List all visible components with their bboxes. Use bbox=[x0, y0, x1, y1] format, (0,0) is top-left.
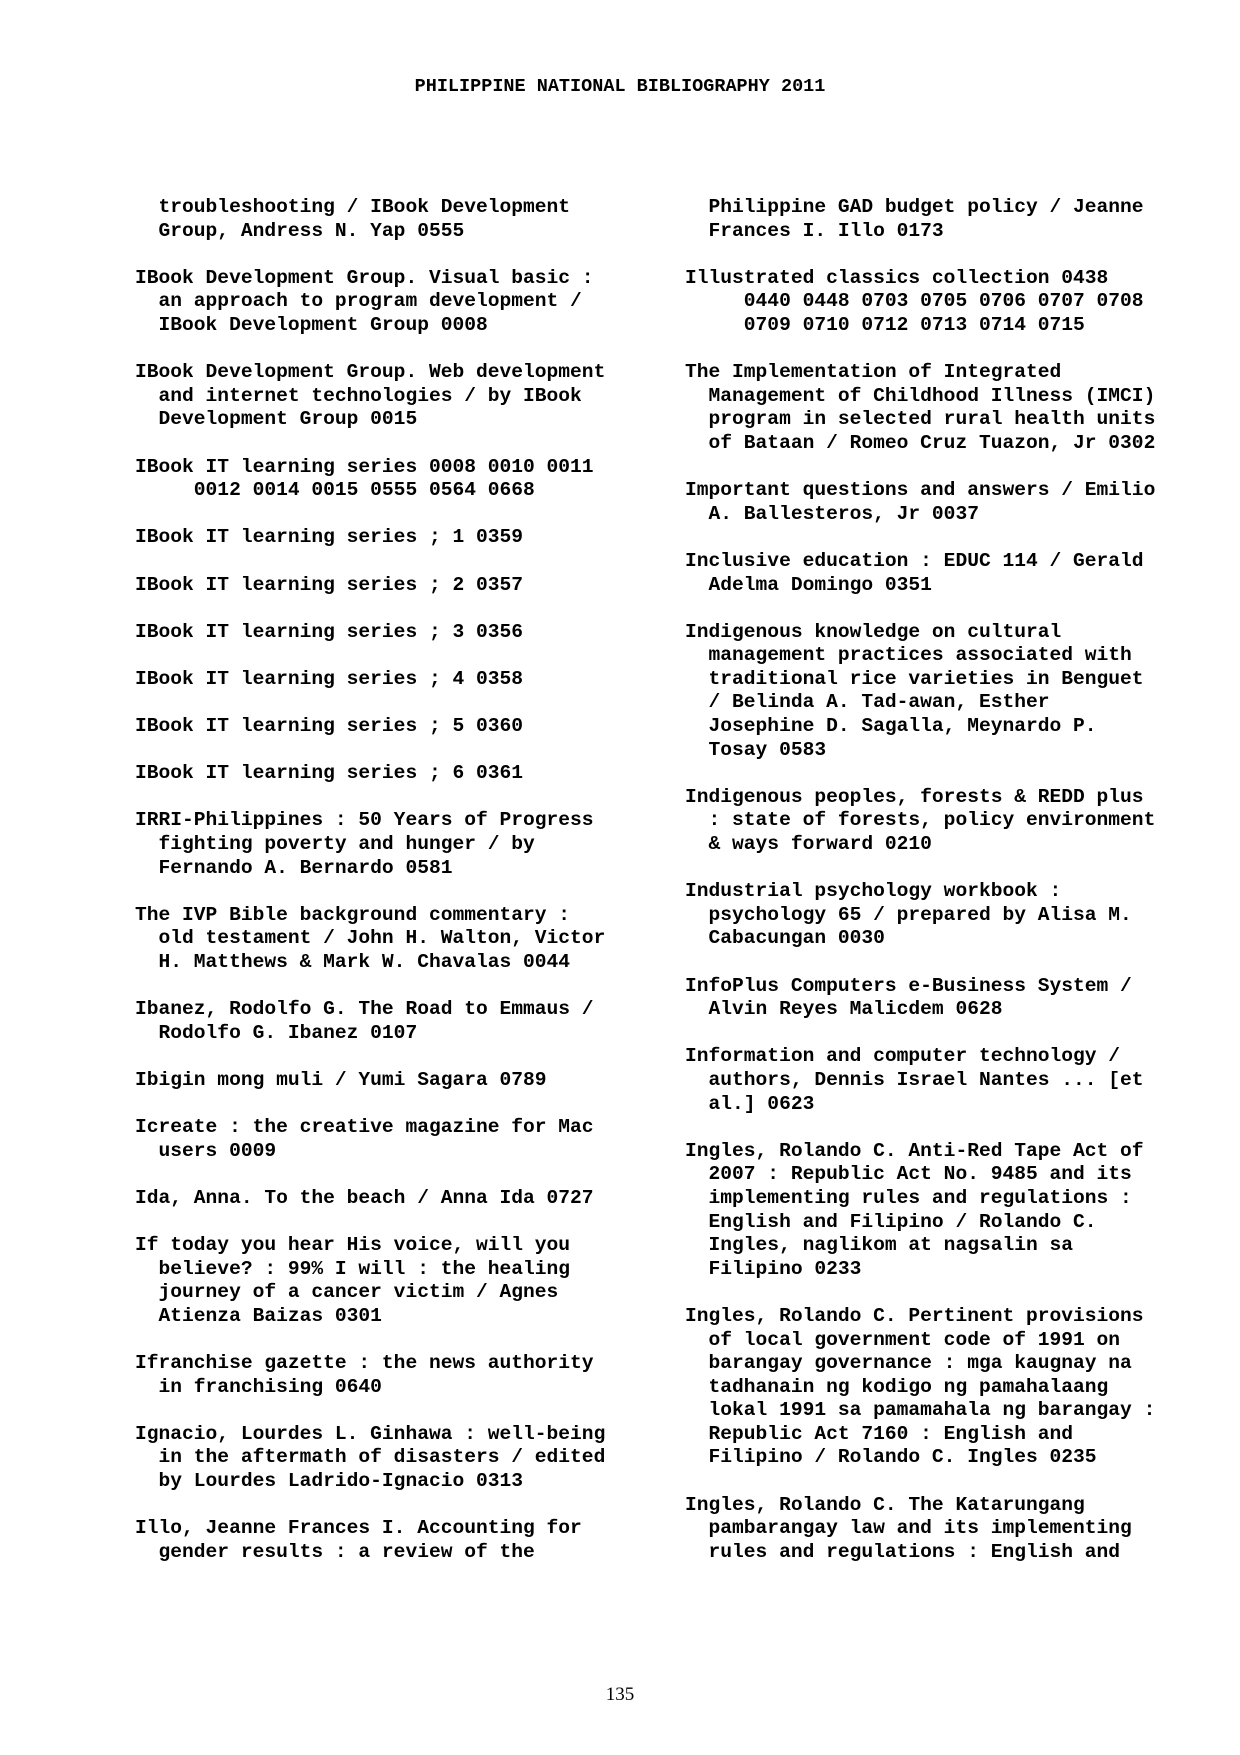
bibliography-entry bbox=[685, 196, 1205, 243]
entry-line: Ibanez, Rodolfo G. The Road to Emmaus / bbox=[135, 998, 594, 1021]
page-header-title: PHILIPPINE NATIONAL BIBLIOGRAPHY 2011 bbox=[414, 76, 826, 97]
entry-line: psychology 65 / prepared by Alisa M. bbox=[685, 903, 1132, 926]
entry-line: Important questions and answers / Emilio bbox=[685, 479, 1156, 502]
entry-line: old testament / John H. Walton, Victor bbox=[135, 927, 606, 950]
entry-line: Ingles, naglikom at nagsalin sa bbox=[685, 1234, 1074, 1257]
bibliography-entry bbox=[135, 668, 655, 692]
bibliography-entry bbox=[685, 975, 1205, 1022]
bibliography-entry bbox=[685, 1045, 1205, 1116]
entry-line: IBook Development Group. Web development bbox=[135, 361, 606, 384]
bibliography-entry bbox=[685, 880, 1205, 951]
entry-line: Filipino / Rolando C. Ingles 0235 bbox=[685, 1446, 1097, 1469]
entry-line: Ingles, Rolando C. The Katarungang bbox=[685, 1493, 1085, 1516]
bibliography-entry bbox=[135, 1352, 655, 1399]
entry-line: in franchising 0640 bbox=[135, 1375, 382, 1398]
entry-line: Cabacungan 0030 bbox=[685, 927, 885, 950]
entry-line: Icreate : the creative magazine for Mac bbox=[135, 1116, 594, 1139]
entry-line: Adelma Domingo 0351 bbox=[685, 573, 932, 596]
entry-line: : state of forests, policy environment bbox=[685, 809, 1156, 832]
entry-line: IBook IT learning series ; 1 0359 bbox=[135, 526, 524, 549]
entry-line: believe? : 99% I will : the healing bbox=[135, 1257, 571, 1280]
entry-line: in the aftermath of disasters / edited bbox=[135, 1446, 606, 1469]
entry-line: English and Filipino / Rolando C. bbox=[685, 1210, 1097, 1233]
bibliography-entry bbox=[135, 1234, 655, 1328]
entry-line: 0709 0710 0712 0713 0714 0715 bbox=[685, 313, 1085, 336]
entry-line: H. Matthews & Mark W. Chavalas 0044 bbox=[135, 951, 571, 973]
entry-line: troubleshooting / IBook Development bbox=[135, 196, 571, 218]
entry-line: Ibigin mong muli / Yumi Sagara 0789 bbox=[135, 1068, 547, 1091]
bibliography-entry bbox=[135, 621, 655, 645]
bibliography-entry bbox=[685, 786, 1205, 857]
entry-line: Illustrated classics collection 0438 bbox=[685, 266, 1109, 289]
entry-line: IBook IT learning series ; 2 0357 bbox=[135, 573, 524, 596]
entry-line: IBook IT learning series ; 3 0356 bbox=[135, 620, 524, 643]
entry-line: Josephine D. Sagalla, Meynardo P. bbox=[685, 715, 1097, 738]
entry-line: Ifranchise gazette : the news authority bbox=[135, 1352, 594, 1375]
entry-line: & ways forward 0210 bbox=[685, 833, 932, 856]
entry-line: The Implementation of Integrated bbox=[685, 361, 1062, 384]
entry-line: Atienza Baizas 0301 bbox=[135, 1304, 382, 1327]
entry-line: Information and computer technology / bbox=[685, 1045, 1121, 1068]
entry-line: Frances I. Illo 0173 bbox=[685, 219, 944, 242]
bibliography-entry bbox=[135, 998, 655, 1045]
entry-line: Development Group 0015 bbox=[135, 408, 418, 431]
bibliography-entry bbox=[685, 361, 1205, 455]
entry-line: Alvin Reyes Malicdem 0628 bbox=[685, 998, 1003, 1021]
entry-line: rules and regulations : English and bbox=[685, 1540, 1121, 1563]
entry-line: IBook IT learning series 0008 0010 0011 bbox=[135, 455, 594, 478]
entry-line: of local government code of 1991 on bbox=[685, 1328, 1121, 1351]
bibliography-entry bbox=[685, 621, 1205, 763]
entry-line: Group, Andress N. Yap 0555 bbox=[135, 219, 465, 242]
bibliography-entry bbox=[135, 267, 655, 338]
entry-line: al.] 0623 bbox=[685, 1092, 815, 1115]
entry-line: IBook IT learning series ; 5 0360 bbox=[135, 715, 524, 738]
bibliography-entry bbox=[135, 196, 655, 243]
entry-line: barangay governance : mga kaugnay na bbox=[685, 1352, 1132, 1375]
bibliography-entry bbox=[135, 526, 655, 550]
entry-line: Ida, Anna. To the beach / Anna Ida 0727 bbox=[135, 1186, 594, 1209]
entry-line: IBook IT learning series ; 6 0361 bbox=[135, 762, 524, 785]
bibliography-entry bbox=[135, 715, 655, 739]
left-column bbox=[135, 196, 655, 1588]
entry-line: 0012 0014 0015 0555 0564 0668 bbox=[135, 479, 535, 502]
entry-line: Rodolfo G. Ibanez 0107 bbox=[135, 1021, 418, 1044]
entry-line: A. Ballesteros, Jr 0037 bbox=[685, 502, 979, 525]
entry-line: Industrial psychology workbook : bbox=[685, 880, 1062, 903]
bibliography-entry bbox=[135, 1187, 655, 1211]
entry-line: Ignacio, Lourdes L. Ginhawa : well-being bbox=[135, 1422, 606, 1445]
bibliography-entry bbox=[135, 809, 655, 880]
entry-line: Fernando A. Bernardo 0581 bbox=[135, 856, 453, 879]
entry-line: tadhanain ng kodigo ng pamahalaang bbox=[685, 1375, 1109, 1398]
entry-line: Filipino 0233 bbox=[685, 1257, 862, 1280]
entry-line: gender results : a review of the bbox=[135, 1540, 535, 1563]
entry-line: fighting poverty and hunger / by bbox=[135, 833, 535, 856]
entry-line: Ingles, Rolando C. Anti-Red Tape Act of bbox=[685, 1139, 1144, 1162]
entry-line: Indigenous peoples, forests & REDD plus bbox=[685, 785, 1144, 808]
bibliography-entry bbox=[135, 456, 655, 503]
entry-line: program in selected rural health units bbox=[685, 408, 1156, 431]
page-number: 135 bbox=[605, 1684, 635, 1705]
entry-line: / Belinda A. Tad-awan, Esther bbox=[685, 691, 1050, 714]
bibliography-entry bbox=[135, 1423, 655, 1494]
entry-line: 0440 0448 0703 0705 0706 0707 0708 bbox=[685, 290, 1144, 313]
entry-line: Illo, Jeanne Frances I. Accounting for bbox=[135, 1517, 582, 1540]
entry-line: an approach to program development / bbox=[135, 290, 582, 313]
entry-line: InfoPlus Computers e-Business System / bbox=[685, 974, 1132, 997]
entry-line: Inclusive education : EDUC 114 / Gerald bbox=[685, 549, 1144, 572]
entry-line: Ingles, Rolando C. Pertinent provisions bbox=[685, 1304, 1144, 1327]
bibliography-entry bbox=[135, 1517, 655, 1564]
entry-line: Republic Act 7160 : English and bbox=[685, 1422, 1074, 1445]
entry-line: Philippine GAD budget policy / Jeanne bbox=[685, 196, 1144, 218]
bibliography-entry bbox=[685, 479, 1205, 526]
entry-line: implementing rules and regulations : bbox=[685, 1186, 1132, 1209]
entry-line: Management of Childhood Illness (IMCI) bbox=[685, 384, 1156, 407]
bibliography-entry bbox=[135, 904, 655, 975]
entry-line: IBook IT learning series ; 4 0358 bbox=[135, 667, 524, 690]
entry-line: by Lourdes Ladrido-Ignacio 0313 bbox=[135, 1470, 524, 1493]
entry-line: If today you hear His voice, will you bbox=[135, 1234, 571, 1257]
bibliography-entry bbox=[685, 1305, 1205, 1470]
entry-line: journey of a cancer victim / Agnes bbox=[135, 1281, 559, 1304]
bibliography-entry bbox=[135, 1069, 655, 1093]
bibliography-entry bbox=[685, 267, 1205, 338]
bibliography-entry bbox=[685, 550, 1205, 597]
entry-line: and internet technologies / by IBook bbox=[135, 384, 582, 407]
bibliography-entry bbox=[135, 1116, 655, 1163]
entry-line: IBook Development Group. Visual basic : bbox=[135, 266, 594, 289]
right-column bbox=[685, 196, 1205, 1588]
entry-line: IBook Development Group 0008 bbox=[135, 313, 488, 336]
bibliography-entry bbox=[135, 762, 655, 786]
entry-line: users 0009 bbox=[135, 1139, 277, 1162]
entry-line: The IVP Bible background commentary : bbox=[135, 903, 571, 926]
bibliography-entry bbox=[135, 361, 655, 432]
entry-line: Tosay 0583 bbox=[685, 738, 827, 761]
bibliography-entry bbox=[135, 574, 655, 598]
entry-line: traditional rice varieties in Benguet bbox=[685, 667, 1144, 690]
entry-line: management practices associated with bbox=[685, 644, 1132, 667]
bibliography-entry bbox=[685, 1140, 1205, 1282]
entry-line: of Bataan / Romeo Cruz Tuazon, Jr 0302 bbox=[685, 431, 1156, 454]
entry-line: pambarangay law and its implementing bbox=[685, 1517, 1132, 1540]
entry-line: lokal 1991 sa pamamahala ng barangay : bbox=[685, 1399, 1156, 1422]
bibliography-entry bbox=[685, 1494, 1205, 1565]
entry-line: Indigenous knowledge on cultural bbox=[685, 620, 1062, 643]
entry-line: 2007 : Republic Act No. 9485 and its bbox=[685, 1163, 1132, 1186]
entry-line: authors, Dennis Israel Nantes ... [et bbox=[685, 1068, 1144, 1091]
entry-line: IRRI-Philippines : 50 Years of Progress bbox=[135, 809, 594, 832]
